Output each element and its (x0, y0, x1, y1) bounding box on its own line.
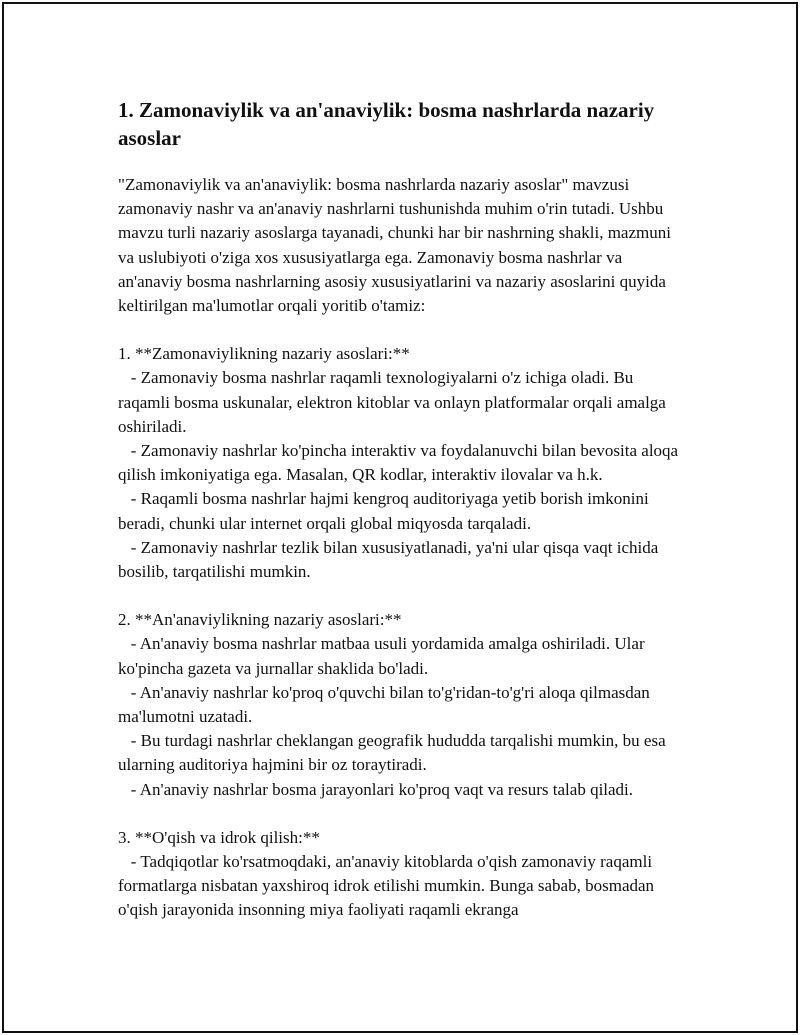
list-item: - An'anaviy bosma nashrlar matbaa usuli yordamida amalga oshiriladi. Ular ko'pincha gazeta va jurnallar shaklida bo'ladi. (118, 634, 649, 678)
list-item: - Zamonaviy bosma nashrlar raqamli texnologiyalarni o'z ichiga oladi. Bu raqamli bosma uskunalar, elektron kitoblar va onlayn platformalar orqali amalga oshiriladi. (118, 368, 671, 436)
section-reading-perception (118, 826, 688, 923)
intro-paragraph: "Zamonaviylik va an'anaviylik: bosma nashrlarda nazariy asoslar" mavzusi zamonaviy nashr va an'anaviy nashrlarni tushunishda muhim o'rin tutadi. Ushbu mavzu turli nazariy asoslarga tayanadi, chunki har bir nashrning shakli, mazmuni va uslubiyoti o'ziga xos xususiyatlarga ega. Zamonaviy bosma nashrlar va an'anaviy bosma nashrlarning asosiy xususiyatlarini va nazariy asoslarini quyida keltirilgan ma'lumotlar orqali yoritib o'tamiz: (118, 175, 671, 316)
list-item: - Raqamli bosma nashrlar hajmi kengroq auditoriyaga yetib borish imkonini beradi, chunki ular internet orqali global miqyosda tarqaladi. (118, 489, 653, 533)
list-item: - Bu turdagi nashrlar cheklangan geografik hududda tarqalishi mumkin, bu esa ularning auditoriya hajmini bir oz toraytiradi. (118, 731, 670, 775)
document-body (118, 96, 688, 923)
list-item: - An'anaviy nashrlar bosma jarayonlari ko'proq vaqt va resurs talab qiladi. (118, 779, 634, 799)
section-title: 1. **Zamonaviylikning nazariy asoslari:** (118, 344, 410, 364)
list-item: - Tadqiqotlar ko'rsatmoqdaki, an'anaviy kitoblarda o'qish zamonaviy raqamli formatlarga nisbatan yaxshiroq idrok etilishi mumkin. Bunga sabab, bosmadan o'qish jarayonida insonning miya faoliyati raqamli ekranga (118, 852, 659, 920)
section-title: 2. **An'anaviylikning nazariy asoslari:** (118, 610, 402, 630)
document-heading: 1. Zamonaviylik va an'anaviylik: bosma nashrlarda nazariy asoslar (118, 98, 655, 150)
section-modernity (118, 342, 688, 584)
list-item: - Zamonaviy nashrlar ko'pincha interaktiv va foydalanuvchi bilan bevosita aloqa qilish imkoniyatiga ega. Masalan, QR kodlar, interaktiv ilovalar va h.k. (118, 441, 683, 485)
section-title: 3. **O'qish va idrok qilish:** (118, 827, 320, 847)
list-item: - Zamonaviy nashrlar tezlik bilan xususiyatlanadi, ya'ni ular qisqa vaqt ichida bosilib, tarqatilishi mumkin. (118, 537, 663, 582)
section-traditionalism (118, 608, 688, 802)
list-item: - An'anaviy nashrlar ko'proq o'quvchi bilan to'g'ridan-to'g'ri aloqa qilmasdan ma'lumotni uzatadi. (118, 682, 655, 727)
